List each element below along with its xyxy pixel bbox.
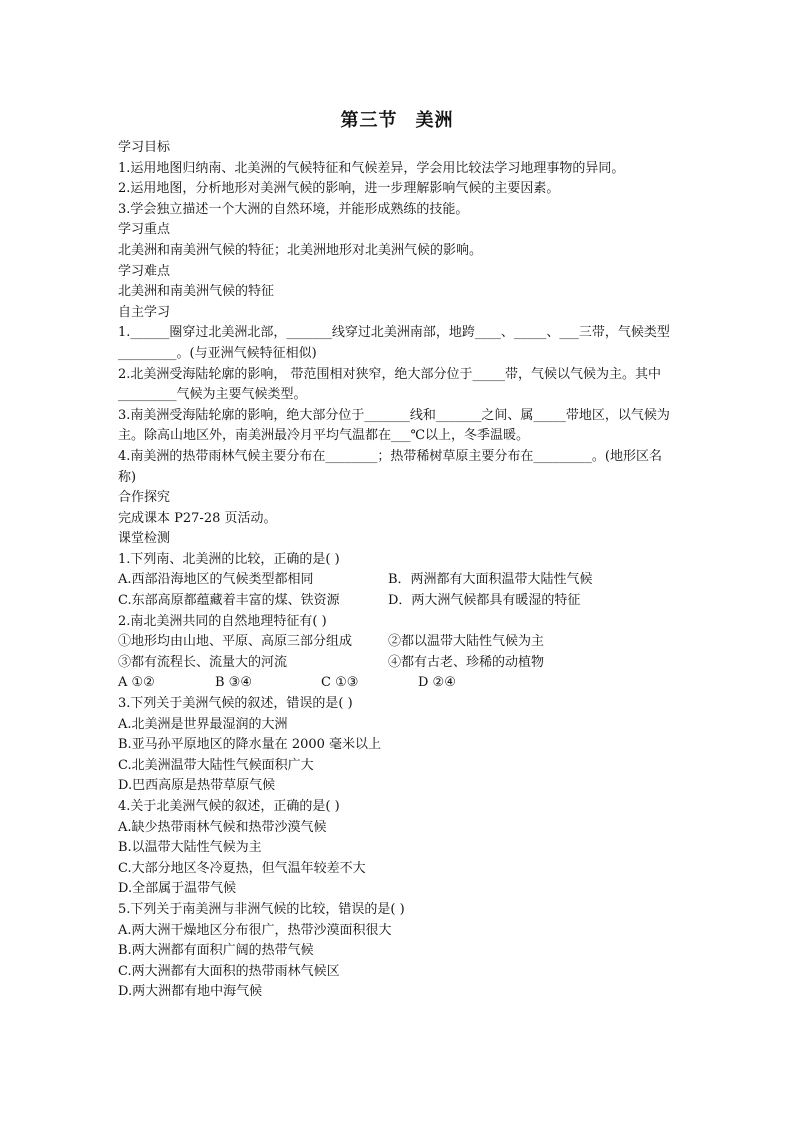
option-row [118,570,680,591]
statement-4: ④都有古老、珍稀的动植物 [388,654,545,670]
page-title [0,106,794,132]
goal-item: 1.运用地图归纳南、北美洲的气候特征和气候差异，学会用比较法学习地理事物的异同。 [118,160,625,176]
option-d: D.全部属于温带气候 [118,881,237,897]
option-b: B.两大洲都有面积广阔的热带气候 [118,943,314,959]
option-b: B.亚马孙平原地区的降水量在 2000 毫米以上 [118,737,382,753]
statement-row [118,653,680,674]
question-stem: 3.下列关于美洲气候的叙述，错误的是( ) [118,696,353,712]
option-b: B ③④ [215,675,252,691]
statement-row [118,632,680,653]
option-d: D．两大洲气候都具有暖湿的特征 [388,593,581,609]
cooperative-text: 完成课本 P27-28 页活动。 [118,510,277,526]
option-c: C.两大洲都有大面积的热带雨林气候区 [118,963,340,979]
option-b: B.以温带大陆性气候为主 [118,840,262,856]
self-study-question: 3.南美洲受海陆轮廓的影响，绝大部分位于_______线和_______之间、属_____带地区，以气候为主。除高山地区外，南美洲最冷月平均气温都在___℃以上，冬季温暖。 [118,407,670,444]
goals-heading: 学习目标 [118,140,171,155]
self-study-question: 4.南美洲的热带雨林气候主要分布在________；热带稀树草原主要分布在_________。(地形区名称) [118,448,662,485]
option-a: A.缺少热带雨林气候和热带沙漠气候 [118,819,327,835]
goal-item: 3.学会独立描述一个大洲的自然环境，并能形成熟练的技能。 [118,201,469,217]
option-c: C.北美洲温带大陆性气候面积广大 [118,757,314,773]
key-points-text: 北美洲和南美洲气候的特征；北美洲地形对北美洲气候的影响。 [118,242,483,258]
difficult-heading: 学习难点 [118,263,171,279]
test-heading: 课堂检测 [118,531,171,547]
question-stem: 1.下列南、北美洲的比较，正确的是( ) [118,551,340,567]
option-d: D.两大洲都有地中海气候 [118,984,263,1000]
statement-3: ③都有流程长、流量大的河流 [118,654,288,670]
option-a: A.北美洲是世界最湿润的大洲 [118,716,288,732]
difficult-text: 北美洲和南美洲气候的特征 [118,284,275,300]
self-study-heading: 自主学习 [118,304,171,320]
question-stem: 4.关于北美洲气候的叙述，正确的是( ) [118,799,340,814]
option-d: D ②④ [418,675,456,691]
cooperative-heading: 合作探究 [118,490,171,506]
option-b: B．两洲都有大面积温带大陆性气候 [388,572,593,588]
option-c: C ①③ [321,675,359,691]
goal-item: 2.运用地图，分析地形对美洲气候的影响，进一步理解影响气候的主要因素。 [118,181,560,197]
option-a: A.西部沿海地区的气候类型都相同 [118,572,314,588]
question-stem: 2.南北美洲共同的自然地理特征有( ) [118,613,327,629]
section-number: 第三节 [340,110,398,131]
self-study-question: 1.______圈穿过北美洲北部，_______线穿过北美洲南部，地跨____、_____、___三带，气候类型_________。(与亚洲气候特征相似) [118,325,670,361]
section-topic: 美洲 [415,110,454,131]
option-a: A ①② [118,675,155,691]
option-row [118,591,680,612]
statement-1: ①地形均由山地、平原、高原三部分组成 [118,634,353,650]
key-points-heading: 学习重点 [118,222,171,238]
self-study-question: 2.北美洲受海陆轮廓的影响， 带范围相对狭窄，绝大部分位于_____带，气候以气候为主。其中_________气候为主要气候类型。 [118,366,662,403]
option-c: C.大部分地区冬冷夏热，但气温年较差不大 [118,860,366,876]
option-row [118,673,680,694]
option-a: A.两大洲干燥地区分布很广，热带沙漠面积很大 [118,922,392,938]
worksheet-content [118,138,680,1003]
question-stem: 5.下列关于南美洲与非洲气候的比较，错误的是( ) [118,901,405,917]
option-d: D.巴西高原是热带草原气候 [118,778,276,794]
statement-2: ②都以温带大陆性气候为主 [388,634,545,650]
option-c: C.东部高原都蕴藏着丰富的煤、铁资源 [118,593,340,609]
